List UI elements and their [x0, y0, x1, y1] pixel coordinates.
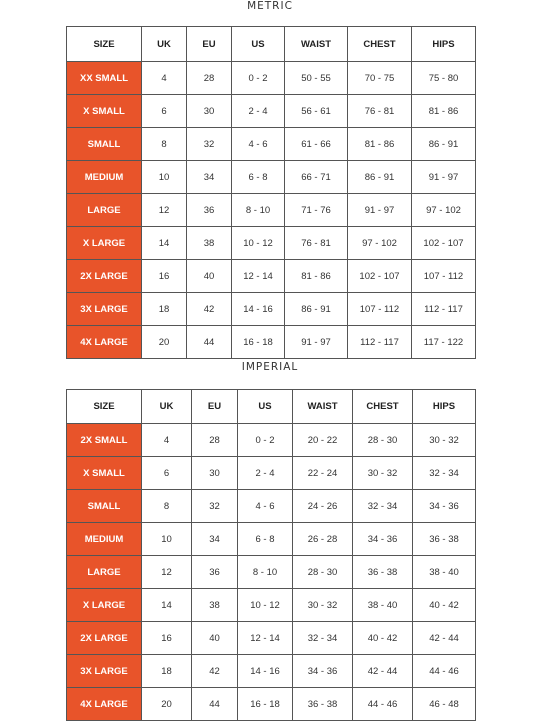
- metric-cell-eu: 40: [187, 260, 232, 293]
- imperial-header-uk: UK: [142, 390, 192, 424]
- table-row: [67, 655, 476, 688]
- metric-cell-uk: 8: [142, 128, 187, 161]
- metric-size-table: [66, 26, 476, 359]
- table-row: [67, 622, 476, 655]
- metric-cell-waist: 81 - 86: [285, 260, 348, 293]
- imperial-header-waist: WAIST: [293, 390, 353, 424]
- imperial-cell-size: 4X LARGE: [67, 688, 142, 721]
- table-row: [67, 128, 476, 161]
- imperial-cell-size: SMALL: [67, 490, 142, 523]
- imperial-cell-hips: 34 - 36: [413, 490, 476, 523]
- imperial-cell-waist: 32 - 34: [293, 622, 353, 655]
- metric-cell-chest: 102 - 107: [348, 260, 412, 293]
- imperial-cell-hips: 30 - 32: [413, 424, 476, 457]
- metric-cell-hips: 117 - 122: [412, 326, 476, 359]
- imperial-cell-eu: 38: [192, 589, 238, 622]
- imperial-cell-waist: 28 - 30: [293, 556, 353, 589]
- imperial-cell-size: 2X LARGE: [67, 622, 142, 655]
- imperial-header-eu: EU: [192, 390, 238, 424]
- metric-cell-size: XX SMALL: [67, 62, 142, 95]
- table-row: [67, 293, 476, 326]
- imperial-cell-us: 6 - 8: [238, 523, 293, 556]
- metric-cell-us: 8 - 10: [232, 194, 285, 227]
- metric-cell-hips: 102 - 107: [412, 227, 476, 260]
- metric-header-waist: WAIST: [285, 27, 348, 62]
- metric-cell-eu: 30: [187, 95, 232, 128]
- metric-cell-uk: 20: [142, 326, 187, 359]
- metric-cell-eu: 34: [187, 161, 232, 194]
- imperial-cell-us: 2 - 4: [238, 457, 293, 490]
- table-row: [67, 490, 476, 523]
- imperial-header-size: SIZE: [67, 390, 142, 424]
- metric-cell-hips: 112 - 117: [412, 293, 476, 326]
- table-row: [67, 194, 476, 227]
- metric-cell-us: 14 - 16: [232, 293, 285, 326]
- metric-cell-us: 6 - 8: [232, 161, 285, 194]
- table-row: [67, 424, 476, 457]
- imperial-cell-uk: 20: [142, 688, 192, 721]
- metric-cell-hips: 86 - 91: [412, 128, 476, 161]
- imperial-caption: IMPERIAL: [241, 361, 299, 373]
- metric-cell-eu: 38: [187, 227, 232, 260]
- imperial-cell-eu: 32: [192, 490, 238, 523]
- imperial-cell-uk: 10: [142, 523, 192, 556]
- imperial-cell-hips: 44 - 46: [413, 655, 476, 688]
- imperial-cell-eu: 30: [192, 457, 238, 490]
- metric-cell-uk: 12: [142, 194, 187, 227]
- imperial-cell-waist: 30 - 32: [293, 589, 353, 622]
- metric-cell-size: X SMALL: [67, 95, 142, 128]
- table-row: [67, 457, 476, 490]
- imperial-cell-eu: 40: [192, 622, 238, 655]
- metric-cell-size: 2X LARGE: [67, 260, 142, 293]
- metric-cell-hips: 81 - 86: [412, 95, 476, 128]
- metric-cell-size: MEDIUM: [67, 161, 142, 194]
- imperial-cell-hips: 38 - 40: [413, 556, 476, 589]
- imperial-cell-us: 0 - 2: [238, 424, 293, 457]
- metric-header-size: SIZE: [67, 27, 142, 62]
- imperial-cell-chest: 36 - 38: [353, 556, 413, 589]
- metric-cell-chest: 97 - 102: [348, 227, 412, 260]
- imperial-cell-uk: 18: [142, 655, 192, 688]
- imperial-cell-us: 8 - 10: [238, 556, 293, 589]
- table-row: [67, 161, 476, 194]
- metric-cell-waist: 76 - 81: [285, 227, 348, 260]
- imperial-header-hips: HIPS: [413, 390, 476, 424]
- imperial-cell-us: 16 - 18: [238, 688, 293, 721]
- metric-cell-hips: 91 - 97: [412, 161, 476, 194]
- imperial-cell-size: 3X LARGE: [67, 655, 142, 688]
- imperial-cell-chest: 32 - 34: [353, 490, 413, 523]
- metric-cell-eu: 44: [187, 326, 232, 359]
- metric-cell-us: 4 - 6: [232, 128, 285, 161]
- imperial-cell-chest: 38 - 40: [353, 589, 413, 622]
- metric-cell-uk: 10: [142, 161, 187, 194]
- imperial-cell-uk: 6: [142, 457, 192, 490]
- imperial-header-chest: CHEST: [353, 390, 413, 424]
- table-row: [67, 95, 476, 128]
- imperial-cell-size: LARGE: [67, 556, 142, 589]
- imperial-cell-uk: 4: [142, 424, 192, 457]
- table-row: [67, 523, 476, 556]
- imperial-cell-eu: 34: [192, 523, 238, 556]
- imperial-cell-chest: 34 - 36: [353, 523, 413, 556]
- imperial-cell-waist: 26 - 28: [293, 523, 353, 556]
- imperial-cell-chest: 40 - 42: [353, 622, 413, 655]
- metric-cell-eu: 28: [187, 62, 232, 95]
- metric-cell-uk: 4: [142, 62, 187, 95]
- imperial-cell-hips: 36 - 38: [413, 523, 476, 556]
- imperial-cell-eu: 36: [192, 556, 238, 589]
- metric-header-chest: CHEST: [348, 27, 412, 62]
- metric-cell-waist: 86 - 91: [285, 293, 348, 326]
- imperial-table-body: [67, 424, 476, 721]
- imperial-cell-size: X LARGE: [67, 589, 142, 622]
- metric-header-eu: EU: [187, 27, 232, 62]
- imperial-cell-uk: 14: [142, 589, 192, 622]
- imperial-size-table: [66, 389, 476, 721]
- metric-cell-chest: 76 - 81: [348, 95, 412, 128]
- table-row: [67, 589, 476, 622]
- metric-cell-waist: 66 - 71: [285, 161, 348, 194]
- metric-cell-hips: 97 - 102: [412, 194, 476, 227]
- imperial-cell-size: MEDIUM: [67, 523, 142, 556]
- metric-cell-eu: 32: [187, 128, 232, 161]
- metric-cell-waist: 50 - 55: [285, 62, 348, 95]
- metric-caption: METRIC: [247, 0, 293, 12]
- metric-cell-uk: 6: [142, 95, 187, 128]
- metric-header-uk: UK: [142, 27, 187, 62]
- metric-cell-size: SMALL: [67, 128, 142, 161]
- imperial-cell-chest: 28 - 30: [353, 424, 413, 457]
- metric-cell-waist: 56 - 61: [285, 95, 348, 128]
- metric-cell-size: 4X LARGE: [67, 326, 142, 359]
- table-row: [67, 260, 476, 293]
- imperial-cell-chest: 44 - 46: [353, 688, 413, 721]
- metric-cell-chest: 70 - 75: [348, 62, 412, 95]
- imperial-cell-waist: 34 - 36: [293, 655, 353, 688]
- imperial-cell-eu: 28: [192, 424, 238, 457]
- imperial-cell-hips: 32 - 34: [413, 457, 476, 490]
- metric-cell-us: 12 - 14: [232, 260, 285, 293]
- imperial-cell-eu: 44: [192, 688, 238, 721]
- table-row: [67, 556, 476, 589]
- imperial-cell-chest: 42 - 44: [353, 655, 413, 688]
- imperial-cell-uk: 16: [142, 622, 192, 655]
- metric-header-us: US: [232, 27, 285, 62]
- imperial-cell-hips: 40 - 42: [413, 589, 476, 622]
- table-row: [67, 62, 476, 95]
- metric-cell-hips: 75 - 80: [412, 62, 476, 95]
- imperial-cell-chest: 30 - 32: [353, 457, 413, 490]
- table-row: [67, 227, 476, 260]
- metric-header-hips: HIPS: [412, 27, 476, 62]
- imperial-cell-us: 4 - 6: [238, 490, 293, 523]
- metric-cell-us: 2 - 4: [232, 95, 285, 128]
- metric-cell-waist: 61 - 66: [285, 128, 348, 161]
- metric-cell-us: 10 - 12: [232, 227, 285, 260]
- imperial-cell-waist: 24 - 26: [293, 490, 353, 523]
- metric-cell-uk: 18: [142, 293, 187, 326]
- imperial-cell-size: X SMALL: [67, 457, 142, 490]
- metric-cell-chest: 107 - 112: [348, 293, 412, 326]
- metric-cell-size: X LARGE: [67, 227, 142, 260]
- metric-cell-hips: 107 - 112: [412, 260, 476, 293]
- imperial-cell-uk: 12: [142, 556, 192, 589]
- metric-cell-size: LARGE: [67, 194, 142, 227]
- metric-cell-chest: 86 - 91: [348, 161, 412, 194]
- imperial-cell-waist: 36 - 38: [293, 688, 353, 721]
- imperial-cell-us: 10 - 12: [238, 589, 293, 622]
- metric-cell-eu: 36: [187, 194, 232, 227]
- metric-cell-chest: 112 - 117: [348, 326, 412, 359]
- imperial-cell-us: 14 - 16: [238, 655, 293, 688]
- imperial-header-row: [67, 390, 476, 424]
- metric-cell-chest: 81 - 86: [348, 128, 412, 161]
- metric-cell-us: 0 - 2: [232, 62, 285, 95]
- metric-header-row: [67, 27, 476, 62]
- metric-cell-uk: 14: [142, 227, 187, 260]
- table-row: [67, 688, 476, 721]
- table-row: [67, 326, 476, 359]
- imperial-cell-hips: 42 - 44: [413, 622, 476, 655]
- imperial-cell-waist: 20 - 22: [293, 424, 353, 457]
- imperial-cell-waist: 22 - 24: [293, 457, 353, 490]
- imperial-cell-hips: 46 - 48: [413, 688, 476, 721]
- metric-cell-uk: 16: [142, 260, 187, 293]
- metric-cell-us: 16 - 18: [232, 326, 285, 359]
- metric-cell-eu: 42: [187, 293, 232, 326]
- imperial-header-us: US: [238, 390, 293, 424]
- imperial-cell-us: 12 - 14: [238, 622, 293, 655]
- imperial-cell-size: 2X SMALL: [67, 424, 142, 457]
- metric-cell-waist: 91 - 97: [285, 326, 348, 359]
- metric-cell-chest: 91 - 97: [348, 194, 412, 227]
- metric-cell-size: 3X LARGE: [67, 293, 142, 326]
- metric-cell-waist: 71 - 76: [285, 194, 348, 227]
- imperial-cell-eu: 42: [192, 655, 238, 688]
- imperial-cell-uk: 8: [142, 490, 192, 523]
- metric-table-body: [67, 62, 476, 359]
